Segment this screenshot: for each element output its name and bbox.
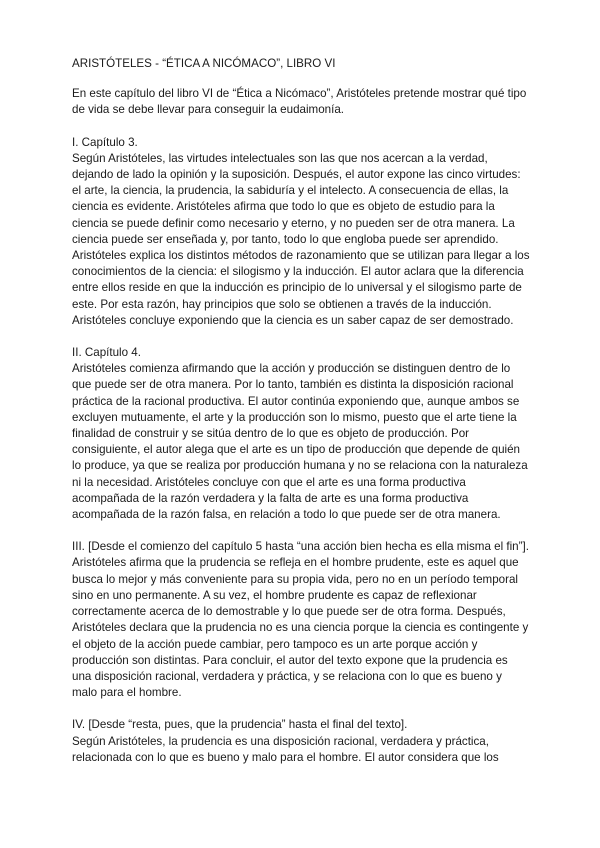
section-body: Según Aristóteles, las virtudes intelectuales son las que nos acercan a la verdad, dejando de lado la opinión y la suposición. Después, el autor expone las cinco virtudes: el arte, la ciencia, la prudencia, la sabiduría y el intelecto. A consecuencia de ellas, la ciencia es evidente. Aristóteles afirma que todo lo que es objeto de estudio para la ciencia se puede definir como necesario y eterno, y no pueden ser de otra manera. La ciencia puede ser enseñada y, por tanto, todo lo que engloba puede ser aprendido. Aristóteles explica los distintos métodos de razonamiento que se utilizan para llegar a los conocimientos de la ciencia: el silogismo y la inducción. El autor aclara que la diferencia entre ellos reside en que la inducción es principio de lo universal y el silogismo parte de este. Por esta razón, hay principios que solo se obtienen a través de la inducción. Aristóteles concluye exponiendo que la ciencia es un saber capaz de ser demostrado. (72, 151, 530, 327)
document-title: ARISTÓTELES - “ÉTICA A NICÓMACO”, LIBRO VI (72, 57, 336, 70)
section-heading: I. Capítulo 3. (72, 135, 138, 149)
intro-paragraph: En este capítulo del libro VI de “Ética a Nicómaco”, Aristóteles pretende mostrar qué tipo de vida se debe llevar para conseguir la eudaimonía. (72, 87, 527, 117)
section-body: Aristóteles comienza afirmando que la acción y producción se distinguen dentro de lo que puede ser de otra manera. Por lo tanto, también es distinta la disposición racional práctica de la racional productiva. El autor continúa exponiendo que, aunque ambos se excluyen mutuamente, el arte y la producción son lo mismo, puesto que el arte tiene la finalidad de construir y se sitúa dentro de lo que es objeto de producción. Por consiguiente, el autor alega que el arte es un tipo de producción que depende de quién lo produce, ya que se realiza por producción humana y no se relaciona con la naturaleza ni la necesidad. Aristóteles concluye con que el arte es una forma productiva acompañada de la razón verdadera y la falta de arte es una forma productiva acompañada de la razón falsa, en relación a todo lo que puede ser de otra manera. (72, 362, 528, 522)
section-1 (72, 135, 530, 329)
section-heading: II. Capítulo 4. (72, 346, 141, 360)
section-body: Aristóteles afirma que la prudencia se refleja en el hombre prudente, este es aquel que busca lo mejor y más conveniente para su propia vida, pero no en un período temporal sino en uno permanente. A su vez, el hombre prudente es capaz de reflexionar correctamente acerca de lo demostrable y lo que puede ser de otra forma. Después, Aristóteles declara que la prudencia no es una ciencia porque la ciencia es contingente y el objeto de la acción puede cambiar, pero tampoco es un arte porque acción y producción son distintas. Para concluir, el autor del texto expone que la prudencia es una disposición racional, verdadera y práctica, y se relaciona con lo que es bueno y malo para el hombre. (72, 556, 529, 700)
section-3 (72, 539, 530, 701)
section-heading: IV. [Desde “resta, pues, que la prudencia” hasta el final del texto]. (72, 718, 408, 732)
section-heading: III. [Desde el comienzo del capítulo 5 hasta “una acción bien hecha es ella misma el fin”]. (72, 540, 529, 554)
section-2 (72, 345, 530, 523)
section-body: Según Aristóteles, la prudencia es una disposición racional, verdadera y práctica, relacionada con lo que es bueno y malo para el hombre. El autor considera que los (72, 734, 499, 764)
section-4 (72, 717, 530, 766)
